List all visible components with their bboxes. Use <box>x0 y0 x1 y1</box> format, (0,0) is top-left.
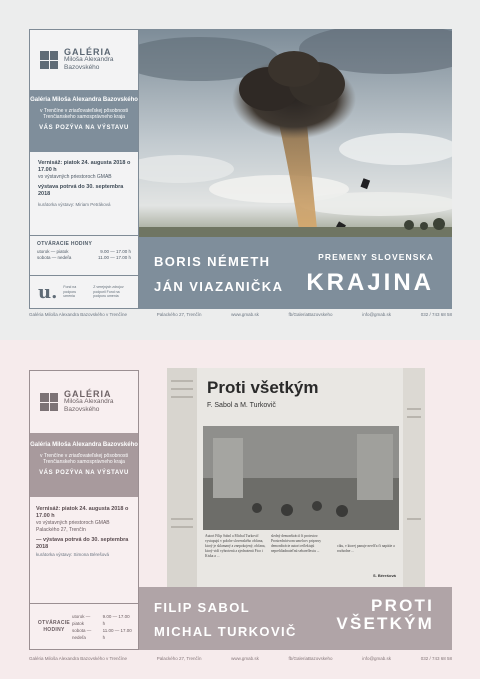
exhibition-title <box>336 597 434 633</box>
invitation-text: VÁS POZÝVA NA VÝSTAVU <box>39 469 129 476</box>
poster2-footer <box>29 656 452 661</box>
exhibition-subtitle: PREMENY SLOVENSKA <box>318 252 434 262</box>
gallery-logo <box>30 30 138 90</box>
gallery-name: Galéria Miloša Alexandra Bazovského <box>30 97 138 103</box>
hours-row1-time: 9.00 — 17.00 h <box>102 613 130 626</box>
gallery-description: v Trenčíne v zriaďovateľskej pôsobnosti Trenčianskeho samosprávneho kraja <box>40 452 128 465</box>
footer-address: Palackého 27, Trenčín <box>156 656 202 661</box>
gallery-logo <box>30 371 138 433</box>
logo-line2: Miloša Alexandra <box>64 56 114 63</box>
gallery-invitation-box <box>30 433 138 497</box>
logo-line1: GALÉRIA <box>64 47 112 57</box>
artist-jan-viazanicka: JÁN VIAZANIČKA <box>154 279 284 294</box>
gallery-description: v Trenčíne v zriaďovateľskej pôsobnosti Trenčianskeho samosprávneho kraja <box>40 107 128 120</box>
fpu-logo-icon: u. <box>38 281 58 303</box>
footer-gallery: Galéria Miloša Alexandra Bazovského v Trenčíne <box>29 312 128 317</box>
newspaper-body-col3: ciku, v ktorej panuje nevôľa či napätie a rozhodne ... <box>337 544 395 553</box>
newspaper-signature: S. Bérešová <box>373 573 396 578</box>
logo-line1: GALÉRIA <box>64 389 112 399</box>
opening-hours-title: OTVÁRACIE HODINY <box>37 619 71 633</box>
logo-line2: Miloša Alexandra <box>64 398 114 405</box>
footer-address: Palackého 27, Trenčín <box>156 312 202 317</box>
hours-row2-time: 11.00 — 17.00 h <box>102 627 132 640</box>
poster1-footer <box>29 312 452 317</box>
poster2-title-bar <box>139 587 452 650</box>
footer-gallery: Galéria Miloša Alexandra Bazovského v Trenčíne <box>29 656 128 661</box>
logo-line3: Bazovského <box>64 64 100 71</box>
newspaper-body-col2: sledný demonštrácií či protestov. Prostredníctvom umelcov pripravy demonštrácie autori reflektujú neprehliadnuteľnú sebareflexiu ... <box>271 534 322 553</box>
footer-phone: 032 / 743 68 58 <box>420 656 452 661</box>
poster1-title-bar <box>139 237 452 309</box>
explosion-landscape-image <box>139 29 452 237</box>
hours-row2-days: sobota — nedeľa <box>37 255 72 260</box>
hours-row1-days: utorok — piatok <box>72 613 91 626</box>
gallery-name: Galéria Miloša Alexandra Bazovského <box>30 442 138 448</box>
event-info <box>36 506 132 558</box>
exhibition-duration: výstava potrvá do 30. septembra 2018 <box>38 184 124 197</box>
artist-filip-sabol: FILIP SABOL <box>154 600 251 615</box>
footer-website: www.gmab.sk <box>231 312 259 317</box>
opening-hours <box>30 235 138 275</box>
footer-email: info@gmab.sk <box>362 656 392 661</box>
hours-row2-days: sobota — nedeľa <box>72 627 92 640</box>
invitation-text: VÁS POZÝVA NA VÝSTAVU <box>39 124 129 131</box>
gmab-logo-icon <box>40 393 58 411</box>
footer-email: info@gmab.sk <box>362 312 392 317</box>
support-logos <box>30 275 138 308</box>
newspaper-body-col1: Autori Filip Sabol a Michal Turkovič vystupujú v polohe slovenského občana, ktorý je sklamaný a znepokojený, občana, ktorý vidí vyhrotenú a zjednotenú Fico i Kiska a ... <box>205 534 266 558</box>
newspaper-byline: F. Sabol a M. Turkovič <box>207 402 276 409</box>
footer-website: www.gmab.sk <box>231 656 259 661</box>
newspaper-headline: Proti všetkým <box>207 378 319 397</box>
exhibition-title: KRAJINA <box>306 269 434 296</box>
curator: kurátorka výstavy: Miriam Petráková <box>38 202 111 207</box>
vernissage-date: Vernisáž: piatok 24. augusta 2018 o 17.00 h <box>38 160 131 173</box>
footer-facebook: fb/GaleriaBazovskeho <box>288 656 333 661</box>
fpu-support-note: Z verejných zdrojov podporil Fond na podporu umenia <box>93 285 124 299</box>
artist-boris-nemeth: BORIS NÉMETH <box>154 254 271 269</box>
curator: kurátorka výstavy: Simona Bérešová <box>36 552 110 557</box>
opening-hours <box>30 603 138 649</box>
fpu-name: Fond na podporu umenia <box>63 285 77 299</box>
artist-michal-turkovic: MICHAL TURKOVIČ <box>154 624 297 639</box>
landscape-explosion-photo <box>139 29 452 237</box>
gallery-invitation-box <box>30 90 138 152</box>
footer-facebook: fb/GaleriaBazovskeho <box>288 312 333 317</box>
exhibition-title-line2: VŠETKÝM <box>336 614 434 633</box>
hours-row2-time: 11.00 — 17.00 h <box>98 255 131 260</box>
footer-phone: 032 / 743 68 58 <box>420 312 452 317</box>
opening-hours-title: OTVÁRACIE HODINY <box>37 241 93 247</box>
venue: vo výstavných priestoroch GMAB <box>36 520 110 526</box>
poster-proti-vsetkym <box>0 340 480 679</box>
vernissage-date: Vernisáž: piatok 24. augusta 2018 o 17.00 h <box>36 506 129 519</box>
newspaper-clipping <box>167 368 425 587</box>
venue-address: Palackého 27, Trenčín <box>36 527 86 533</box>
hours-row1-days: utorok — piatok <box>37 248 69 254</box>
logo-line3: Bazovského <box>64 406 100 413</box>
gmab-logo-icon <box>40 51 58 69</box>
exhibition-duration: — výstava potrvá do 30. septembra 2018 <box>36 537 129 550</box>
poster2-sidebar <box>29 370 139 650</box>
poster1-sidebar <box>29 29 139 309</box>
venue: vo výstavných priestoroch GMAB <box>38 174 112 180</box>
event-info <box>38 160 134 208</box>
exhibition-title-line1: PROTI <box>371 596 434 615</box>
hours-row1-time: 9.00 — 17.00 h <box>100 248 131 254</box>
